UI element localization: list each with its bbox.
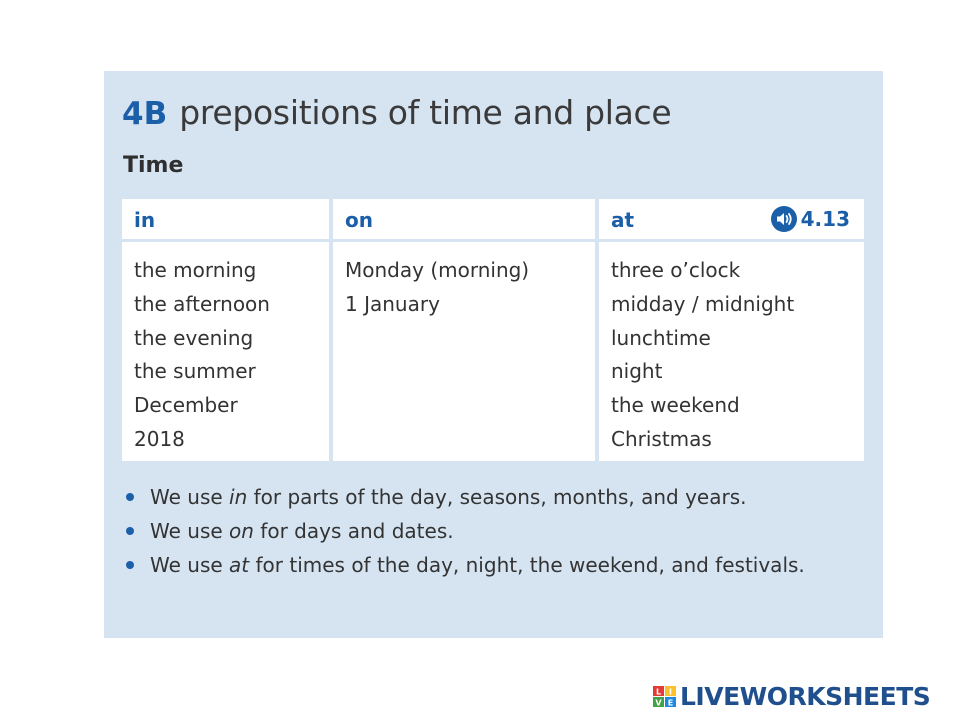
table-cell: Christmas — [611, 426, 712, 451]
audio-track-button[interactable] — [771, 206, 850, 232]
column-body-on — [333, 242, 595, 461]
note-text: We use — [150, 519, 230, 543]
column-header-on — [333, 199, 595, 239]
table-cell: night — [611, 359, 663, 384]
note-keyword: at — [229, 553, 250, 577]
unit-header — [122, 93, 671, 132]
table-cell: the summer — [134, 359, 256, 384]
svg-text:I: I — [669, 687, 672, 696]
note-keyword: on — [229, 519, 254, 543]
table-cell: 2018 — [134, 426, 185, 451]
audio-track-number: 4.13 — [800, 207, 850, 231]
unit-code: 4B — [122, 96, 168, 132]
table-cell: Monday (morning) — [345, 258, 530, 282]
liveworksheets-logo-icon — [653, 685, 677, 709]
table-cell: December — [134, 393, 238, 418]
svg-text:E: E — [667, 698, 674, 707]
usage-notes — [124, 480, 864, 582]
table-cell: the evening — [134, 325, 254, 350]
note-text: for times of the day, night, the weekend, and festivals. — [249, 553, 805, 577]
liveworksheets-brand[interactable] — [653, 682, 930, 711]
table-cell: the morning — [134, 258, 257, 282]
note-text: We use — [150, 485, 230, 509]
column-header-label: at — [611, 208, 635, 232]
column-body-in — [122, 242, 329, 461]
note-text: We use — [150, 553, 230, 577]
table-cell: 1 January — [345, 291, 440, 316]
bullet-icon — [126, 561, 134, 569]
usage-note — [124, 480, 864, 514]
svg-text:L: L — [655, 687, 662, 696]
note-text: for days and dates. — [253, 519, 454, 543]
table-cell: the weekend — [611, 393, 740, 418]
usage-note — [124, 514, 864, 548]
prepositions-table — [122, 199, 864, 461]
note-keyword: in — [229, 485, 248, 509]
column-body-at — [599, 242, 864, 461]
table-cell: three o’clock — [611, 258, 741, 282]
table-cell: midday / midnight — [611, 291, 795, 316]
table-cell: lunchtime — [611, 325, 711, 350]
bullet-icon — [126, 527, 134, 535]
unit-title: prepositions of time and place — [179, 93, 672, 132]
section-heading: Time — [123, 153, 184, 178]
note-text: for parts of the day, seasons, months, and years. — [247, 485, 747, 509]
column-header-in — [122, 199, 329, 239]
speaker-icon[interactable] — [771, 206, 797, 232]
column-header-at — [599, 199, 864, 239]
bullet-icon — [126, 493, 134, 501]
column-header-label: on — [345, 208, 373, 232]
table-cell: the afternoon — [134, 291, 270, 316]
svg-text:V: V — [655, 698, 662, 707]
usage-note — [124, 548, 864, 582]
grammar-panel — [104, 71, 883, 638]
brand-text: LIVEWORKSHEETS — [680, 682, 931, 711]
column-header-label: in — [134, 208, 156, 232]
